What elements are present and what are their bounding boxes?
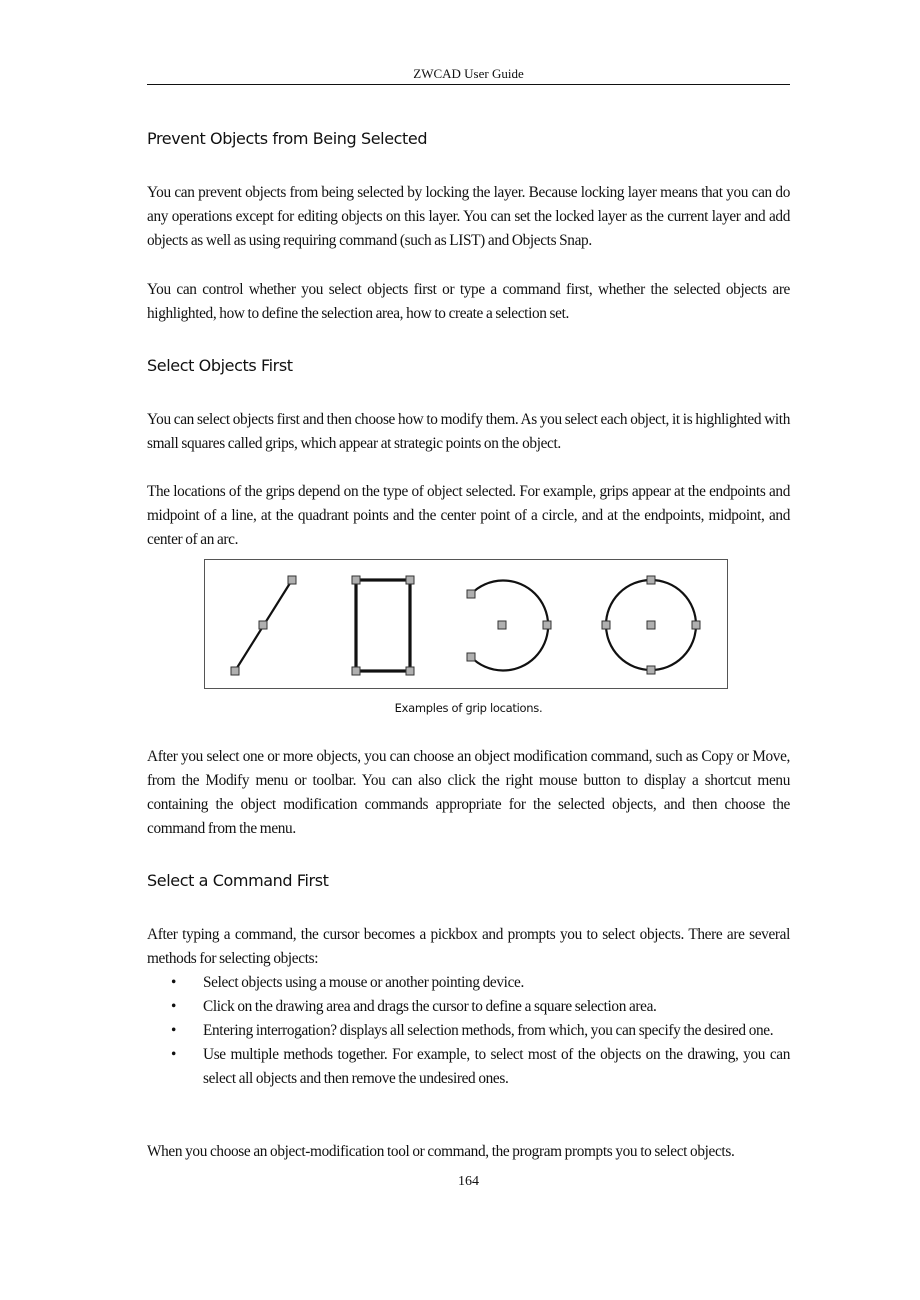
paragraph: You can prevent objects from being selected by locking the layer. Because locking layer means that you can do any operations except for editing objects on this layer. You can set the locked layer as the current layer and add objects as well as using requiring command (such as LIST) and Objects Snap. — [147, 184, 790, 249]
list-item: • Use multiple methods together. For example, to select most of the objects on the drawing, you can select all objects and then remove the undesired ones. — [147, 1043, 790, 1091]
paragraph: The locations of the grips depend on the type of object selected. For example, grips appear at the endpoints and midpoint of a line, at the quadrant points and the center point of a circle, and at the endpoints, midpoint, and center of an arc. — [147, 483, 790, 548]
list-item: • Entering interrogation? displays all selection methods, from which, you can specify the desired one. — [147, 1019, 790, 1043]
heading-select-command-first: Select a Command First — [147, 871, 329, 890]
grip-examples-illustration — [205, 560, 729, 690]
heading-prevent-objects: Prevent Objects from Being Selected — [147, 129, 428, 148]
paragraph: You can control whether you select objects first or type a command first, whether the selected objects are highlighted, how to define the selection area, how to create a selection set. — [147, 281, 790, 322]
bullet-icon: • — [171, 1046, 177, 1063]
heading-select-objects-first: Select Objects First — [147, 356, 293, 375]
selection-methods-list — [147, 971, 790, 1091]
page-number: 164 — [458, 1174, 479, 1189]
paragraph: You can select objects first and then choose how to modify them. As you select each object, it is highlighted with small squares called grips, which appear at strategic points on the object. — [147, 411, 790, 452]
paragraph: When you choose an object-modification tool or command, the program prompts you to select objects. — [147, 1143, 735, 1160]
figure-caption: Examples of grip locations. — [394, 701, 543, 715]
running-header: ZWCAD User Guide — [147, 66, 790, 85]
bullet-icon: • — [171, 998, 177, 1015]
grip-locations-figure — [204, 559, 728, 689]
paragraph: After you select one or more objects, you can choose an object modification command, such as Copy or Move, from the Modify menu or toolbar. You can also click the right mouse button to display a shortcut menu containing the object modification commands appropriate for the selected objects, and then choose the command from the menu. — [147, 748, 790, 837]
paragraph: After typing a command, the cursor becomes a pickbox and prompts you to select objects. There are several methods for selecting objects: — [147, 926, 790, 967]
list-item: • Select objects using a mouse or another pointing device. — [147, 971, 790, 995]
list-item: • Click on the drawing area and drags the cursor to define a square selection area. — [147, 995, 790, 1019]
bullet-icon: • — [171, 1022, 177, 1039]
bullet-icon: • — [171, 974, 177, 991]
